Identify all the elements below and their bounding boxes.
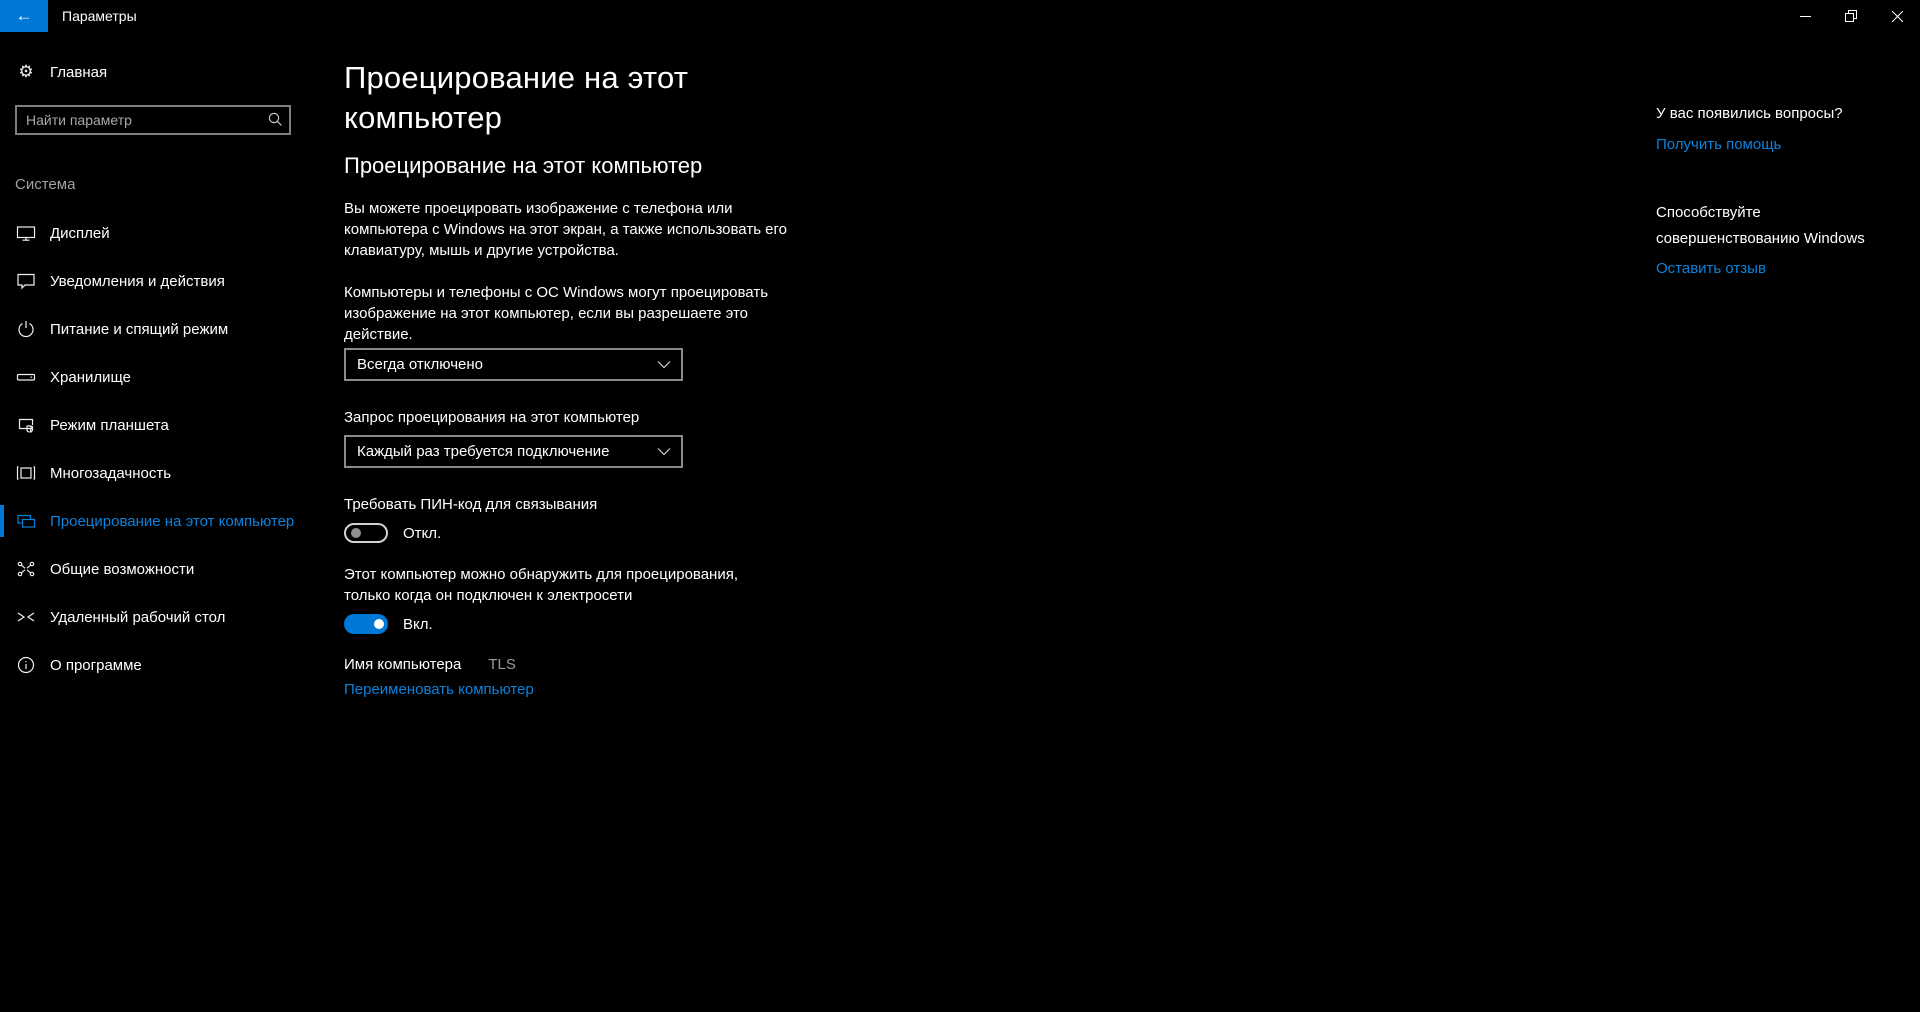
chevron-down-icon [657, 360, 671, 369]
power-icon [15, 319, 37, 339]
sidebar-item-storage[interactable] [0, 357, 306, 397]
app-title: Параметры [62, 8, 137, 24]
close-icon [1892, 11, 1903, 22]
rename-pc-link[interactable]: Переименовать компьютер [344, 681, 534, 698]
sidebar-item-multitasking[interactable] [0, 453, 306, 493]
allow-projecting-dropdown[interactable] [344, 348, 683, 381]
shared-experiences-icon [15, 559, 37, 579]
pc-name-row [344, 654, 814, 675]
ask-projecting-dropdown[interactable] [344, 435, 683, 468]
minimize-button[interactable] [1782, 0, 1828, 32]
storage-icon [15, 367, 37, 387]
dropdown-value: Всегда отключено [357, 356, 483, 373]
sidebar-item-label: Питание и спящий режим [50, 320, 229, 338]
dropdown-value: Каждый раз требуется подключение [357, 443, 610, 460]
display-icon [15, 223, 37, 243]
pin-toggle-row [344, 523, 814, 543]
power-toggle-row [344, 614, 814, 634]
back-button[interactable] [0, 0, 48, 32]
project-icon [15, 511, 37, 531]
minimize-icon [1800, 11, 1811, 22]
multitasking-icon [15, 463, 37, 483]
sidebar-section-label: Система [15, 176, 76, 193]
sidebar-item-label: Проецирование на этот компьютер [50, 512, 295, 530]
search-input[interactable] [15, 105, 291, 135]
sidebar-item-label: Многозадачность [50, 464, 172, 482]
intro-text: Вы можете проецировать изображение с телефона или компьютера с Windows на этот экран, а также использовать его клавиатуру, мышь и другие устройства. [344, 200, 787, 259]
gear-icon: ⚙ [18, 62, 34, 81]
about-icon [15, 655, 37, 675]
sidebar-item-label: Режим планшета [50, 416, 169, 434]
tablet-icon [15, 415, 37, 435]
sidebar-item-remote-desktop[interactable] [0, 597, 306, 637]
search-box [15, 105, 291, 135]
page-title: Проецирование на этот компьютер [344, 60, 689, 135]
power-toggle[interactable] [344, 614, 388, 634]
power-toggle-state: Вкл. [403, 615, 433, 633]
restore-icon [1845, 10, 1857, 22]
power-text: Этот компьютер можно обнаружить для проецирования, только когда он подключен к электросети [344, 566, 739, 604]
sidebar-item-about[interactable] [0, 645, 306, 685]
sidebar-item-label: Дисплей [50, 224, 110, 242]
toggle-knob [351, 528, 361, 538]
arrow-left-icon: ← [15, 6, 33, 25]
sidebar-item-label: Удаленный рабочий стол [50, 608, 226, 626]
window-controls [1782, 0, 1920, 32]
section-title: Проецирование на этот компьютер [344, 153, 703, 178]
titlebar [0, 0, 1920, 32]
restore-button[interactable] [1828, 0, 1874, 32]
sidebar-item-label: О программе [50, 656, 142, 674]
sidebar-item-power-sleep[interactable] [0, 309, 306, 349]
get-help-link[interactable]: Получить помощь [1656, 136, 1782, 153]
sidebar-item-home[interactable] [0, 52, 306, 92]
notifications-icon [15, 271, 37, 291]
ask-label: Запрос проецирования на этот компьютер [344, 409, 640, 426]
pin-label: Требовать ПИН-код для связывания [344, 496, 598, 513]
sidebar-item-notifications[interactable] [0, 261, 306, 301]
toggle-knob [374, 619, 384, 629]
feedback-link[interactable]: Оставить отзыв [1656, 260, 1766, 277]
close-button[interactable] [1874, 0, 1920, 32]
pc-name-value: TLS [488, 656, 516, 673]
remote-desktop-icon [15, 607, 37, 627]
sidebar-item-shared-experiences[interactable] [0, 549, 306, 589]
sidebar-item-label: Уведомления и действия [50, 272, 225, 290]
questions-title: У вас появились вопросы? [1656, 105, 1843, 122]
sidebar-item-projecting[interactable] [0, 501, 306, 541]
help-aside [1656, 103, 1874, 277]
pin-toggle-state: Откл. [403, 524, 442, 542]
sidebar [0, 32, 306, 1012]
pin-toggle[interactable] [344, 523, 388, 543]
sidebar-item-tablet-mode[interactable] [0, 405, 306, 445]
sidebar-item-label: Общие возможности [50, 560, 195, 578]
pc-name-label: Имя компьютера [344, 656, 462, 673]
improve-title: Способствуйте совершенствованию Windows [1656, 204, 1865, 247]
home-label: Главная [50, 63, 108, 81]
allow-text: Компьютеры и телефоны с ОС Windows могут проецировать изображение на этот компьютер, если вы разрешаете это действие. [344, 284, 769, 343]
sidebar-item-display[interactable] [0, 213, 306, 253]
sidebar-nav [0, 213, 306, 685]
main-content [344, 32, 814, 698]
chevron-down-icon [657, 447, 671, 456]
sidebar-item-label: Хранилище [50, 368, 131, 386]
